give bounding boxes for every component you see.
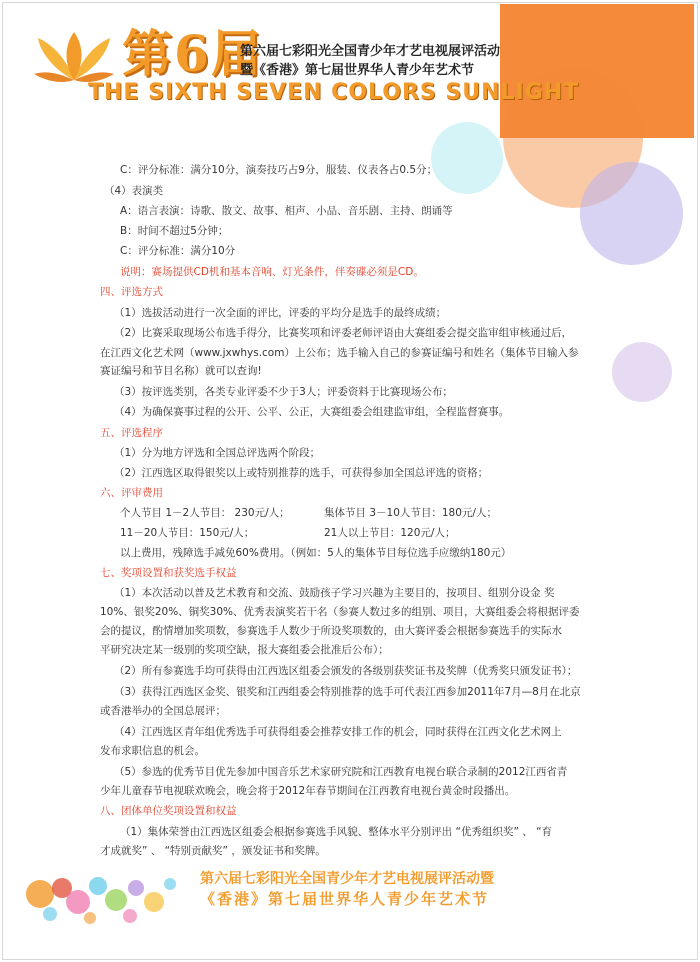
footer-title-line2: 《香港》第七届世界华人青少年艺术节 [200,890,490,908]
section-heading: 八、团体单位奖项设置和权益 [100,805,237,817]
note-line: 说明：赛场提供CD机和基本音响、灯光条件，伴奏碟必须是CD。 [120,266,424,278]
text-line: C：评分标准：满分10分 [120,245,236,257]
text-line: 或香港举办的全国总展评； [100,705,226,717]
text-line: （5）参选的优秀节目优先参加中国音乐艺术家研究院和江西教育电视台联合录制的2012江西省青 [114,766,568,778]
header-title-line1: 第六届七彩阳光全国青少年才艺电视展评活动 [240,44,501,59]
header-english-title: THE SIXTH SEVEN COLORS SUNLIGHT [88,80,580,105]
section-heading: 七、奖项设置和获奖选手权益 [100,567,237,579]
text-line: （2）比赛采取现场公布选手得分，比赛奖项和评委老师评语由大赛组委会提交监审组审核通过后， [114,327,573,339]
text-line: B：时间不超过5分钟； [120,225,229,237]
text-line: 发布求职信息的机会。 [100,745,205,757]
text-line: （3）获得江西选区金奖、银奖和江西组委会特别推荐的选手可代表江西参加2011年7月—8月在北京 [114,686,581,698]
fee-group-large: 21人以上节目：120元/人； [324,527,456,539]
text-line: （4）为确保赛事过程的公开、公平、公正，大赛组委会组建监审组，全程监督赛事。 [114,406,510,418]
section-heading: 四、评选方式 [100,286,163,298]
footer-title-line1: 第六届七彩阳光全国青少年才艺电视展评活动暨 [200,871,494,887]
text-line: 会的提议，酌情增加奖项数，参赛选手人数少于所设奖项数的，由大赛评委会根据参赛选手的实际水 [100,625,562,637]
text-line: （4）表演类 [104,185,164,197]
text-line: （3）按评选类别，各类专业评委不少于3人；评委资料于比赛现场公布； [114,386,453,398]
text-line: （1）分为地方评选和全国总评选两个阶段； [114,447,321,459]
text-line: 10%、银奖20%、铜奖30%、优秀表演奖若干名（参赛人数过多的组别、项目，大赛组委会将根据评委 [100,606,580,618]
text-line: 平研究决定某一级别的奖项空缺，报大赛组委会批准后公布）； [100,644,389,656]
text-line: 少年儿童春节电视联欢晚会，晚会将于2012年春节期间在江西教育电视台黄金时段播出。 [100,785,516,797]
decor-circle-lavender [580,162,683,265]
section-heading: 六、评审费用 [100,487,163,499]
section-heading: 五、评选程序 [100,427,163,439]
text-line: A：语言表演：诗歌、散文、故事、相声、小品、音乐剧、主持、朗诵等 [120,205,453,217]
text-line: 在江西文化艺术网（www.jxwhys.com）上公布；选手输入自己的参赛证编号和姓名（集体节目输入参 [100,347,579,359]
text-line: （2）所有参赛选手均可获得由江西选区组委会颁发的各级别获奖证书及奖牌（优秀奖只颁发证书）； [114,665,578,677]
text-line: （2）江西选区取得银奖以上或特别推荐的选手，可获得参加全国总评选的资格； [114,467,489,479]
text-line: （4）江西选区青年组优秀选手可获得组委会推荐安排工作的机会，同时获得在江西文化艺术网上 [114,726,562,738]
lotus-logo-icon [34,30,114,86]
text-line: 以上费用，残障选手减免60%费用。（例如：5人的集体节目每位选手应缴纳180元） [120,547,512,559]
decor-circle-small-lavender [612,342,672,402]
decor-circle-cyan [431,122,503,194]
text-line: 赛证编号和节目名称）就可以查询! [100,365,262,377]
text-line: 才成就奖” 、 “特别贡献奖” ，颁发证书和奖牌。 [100,845,326,857]
header-title-line2: 暨《香港》第七届世界华人青少年艺术节 [240,63,475,78]
fee-individual: 个人节目 1－2人节目： 230元/人； [120,507,290,519]
text-line: （1）集体荣誉由江西选区组委会根据参赛选手风貌、整体水平分别评出 “优秀组织奖” 、 “育 [120,826,553,838]
text-line: （1）选拔活动进行一次全面的评比，评委的平均分是选手的最终成绩； [114,307,447,319]
fee-group-medium: 11－20人节目：150元/人； [120,527,255,539]
text-line: （1）本次活动以普及艺术教育和交流、鼓励孩子学习兴趣为主要目的，按项目、组别分设金 奖 [114,587,555,599]
logo-sixth-edition: 第6届 [122,24,263,83]
fee-group-small: 集体节目 3－10人节目：180元/人； [324,507,497,519]
footer-bubbles-icon [20,868,180,928]
text-line: C：评分标准：满分10分，演奏技巧占9分，服装、仪表各占0.5分； [120,164,438,176]
